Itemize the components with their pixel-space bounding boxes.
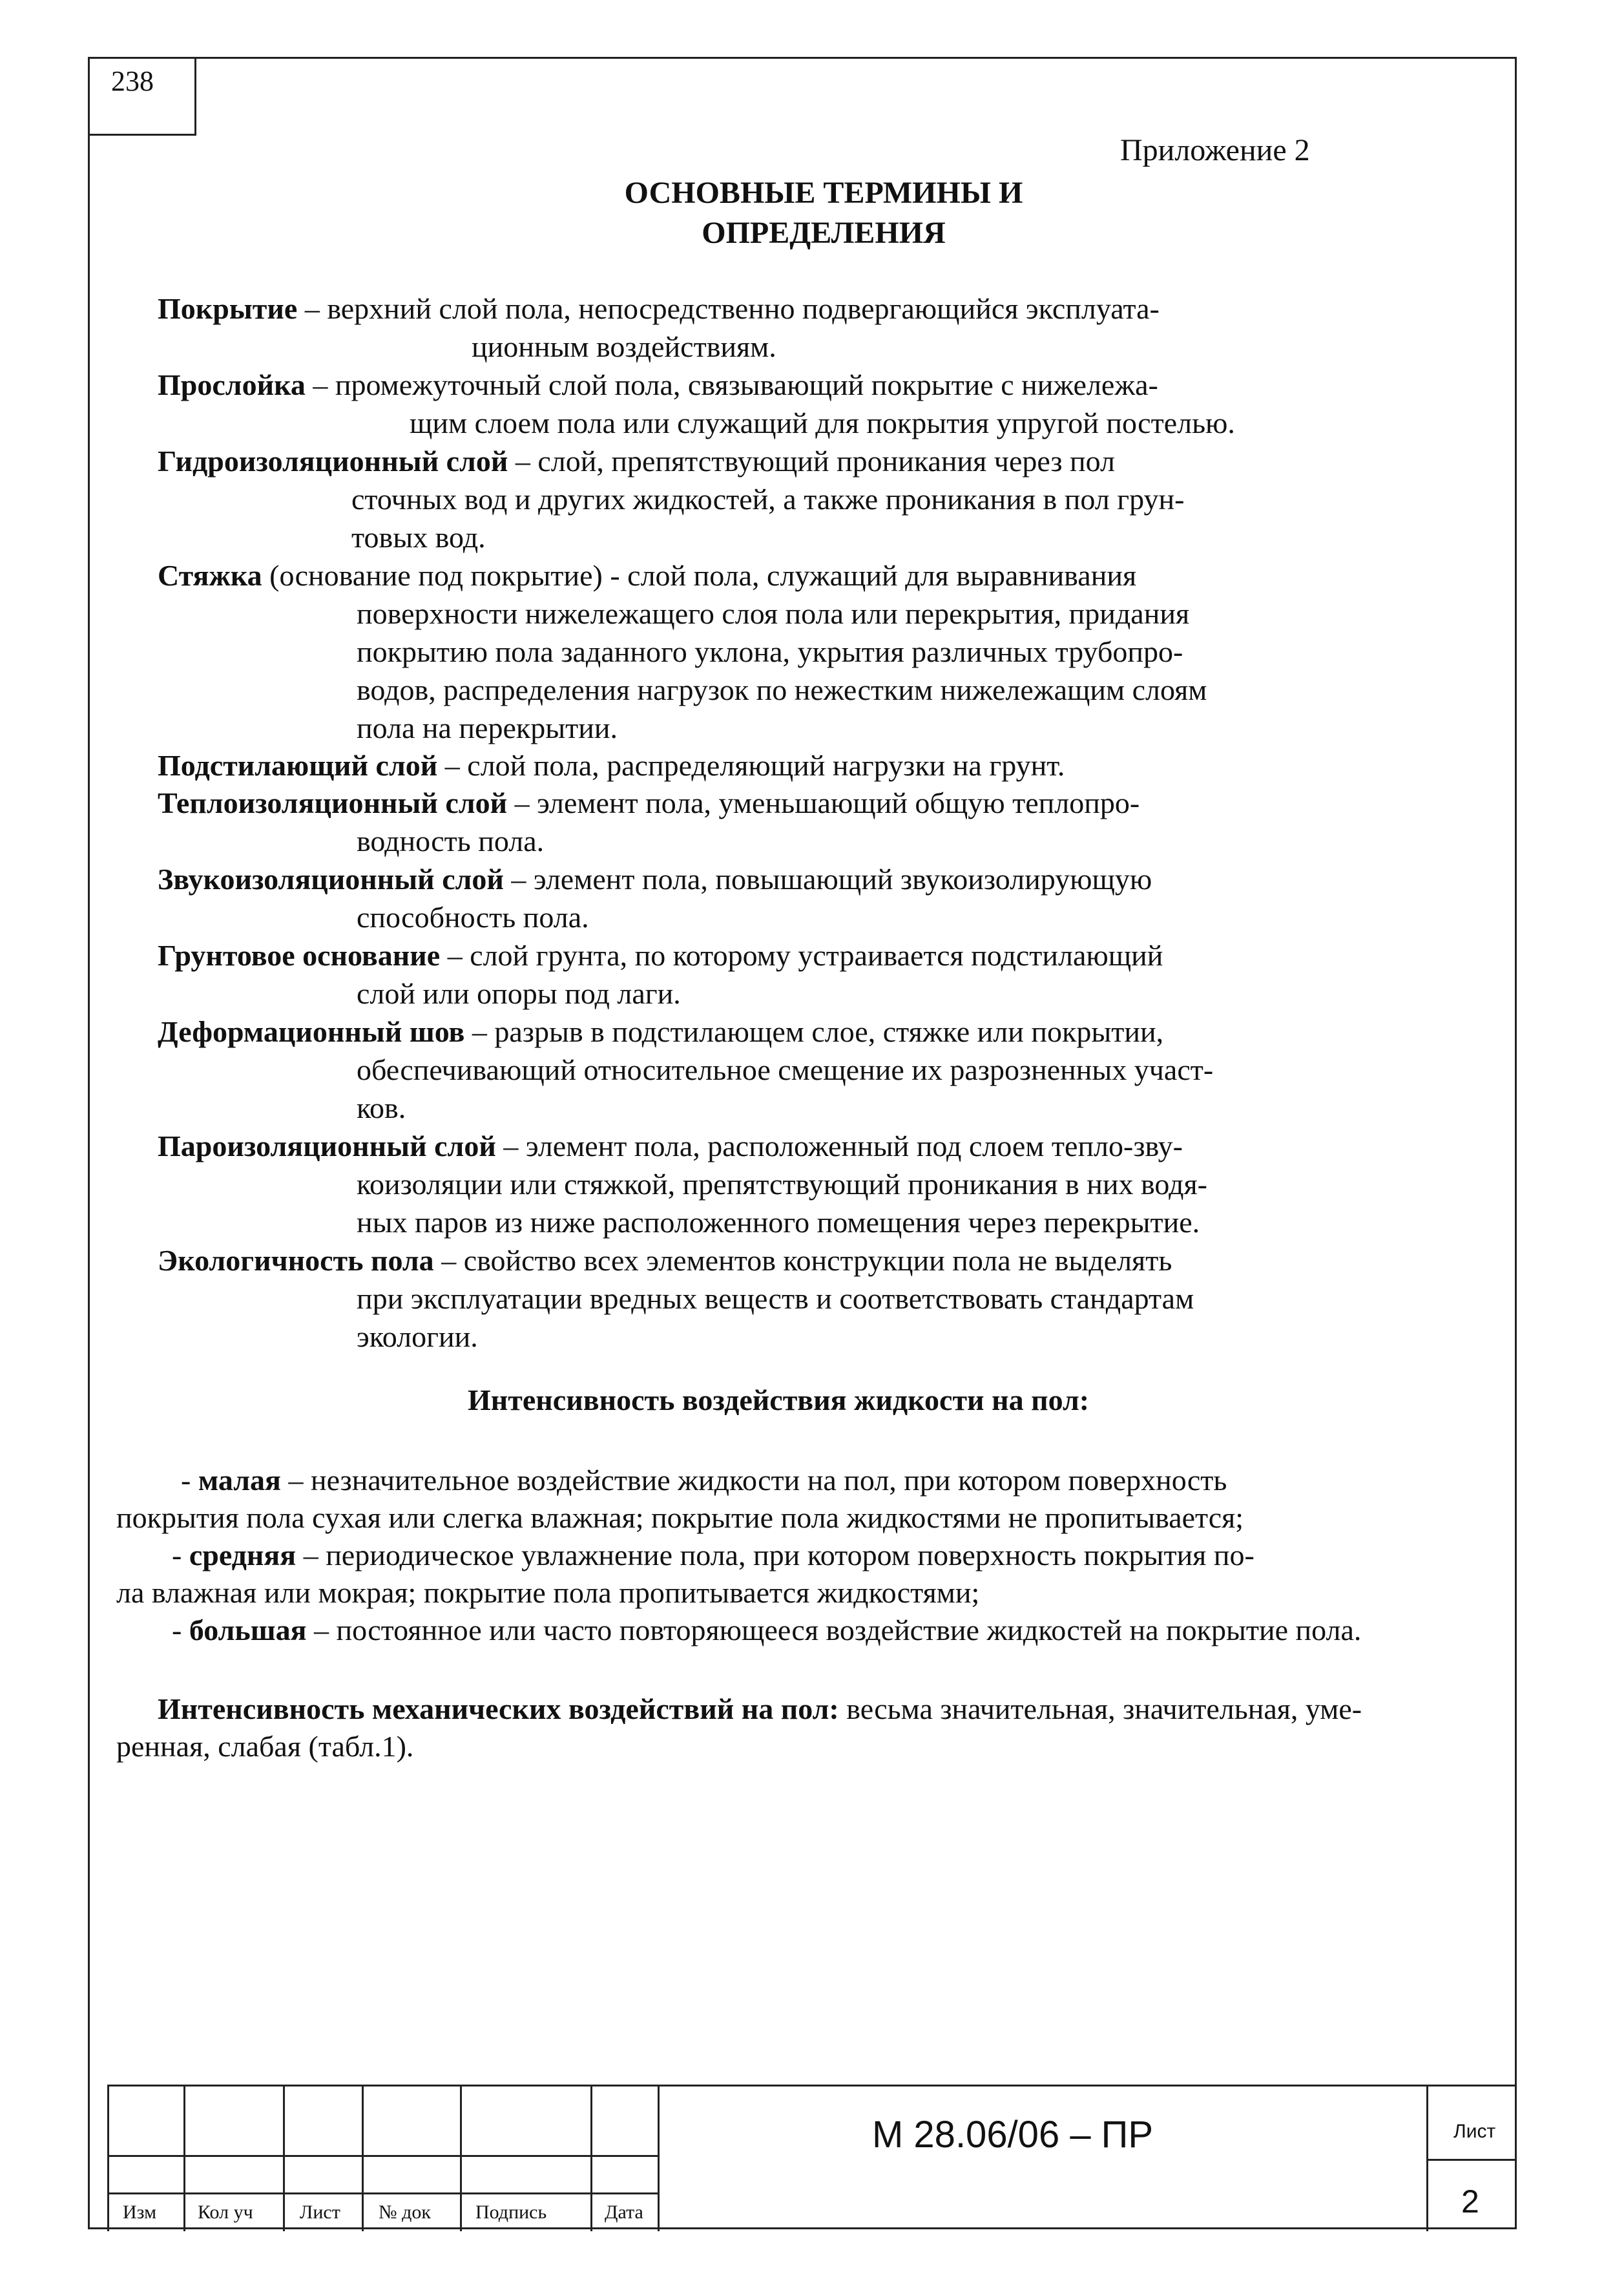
stamp-line — [658, 2087, 660, 2231]
definition-text: – элемент пола, повышающий звукоизолирующую — [503, 863, 1152, 896]
definition-paroizolyatsionny — [158, 1127, 1207, 1241]
definition-continuation: экологии. — [357, 1320, 478, 1353]
stamp-line — [1426, 2159, 1517, 2161]
definition-continuation: ных паров из ниже расположенного помещения через перекрытие. — [357, 1206, 1200, 1239]
liquid-low-paragraph: - малая – незначительное воздействие жидкости на пол, при котором поверхность покрытия пола сухая или слегка влажная; покрытие пола жидкостями не пропитывается; — [116, 1462, 1486, 1537]
stamp-line — [107, 2155, 658, 2157]
definition-gruntovoe — [158, 936, 1163, 1013]
definition-text: – верхний слой пола, непосредственно подвергающийся эксплуата- — [297, 292, 1160, 325]
mech-term: Интенсивность механических воздействий на пол: — [158, 1692, 839, 1725]
definition-continuation: щим слоем пола или служащий для покрытия упругой постелью. — [410, 406, 1235, 439]
liquid-low-text: – незначительное воздействие жидкости на пол, при котором поверхность — [280, 1464, 1227, 1497]
definition-continuation: водность пола. — [357, 825, 545, 857]
definition-continuation: коизоляции или стяжкой, препятствующий проникания в них водя- — [357, 1168, 1207, 1201]
title-line-1: ОСНОВНЫЕ ТЕРМИНЫ И — [624, 176, 1023, 210]
stamp-line — [107, 2192, 658, 2194]
sheet-number: 2 — [1461, 2183, 1479, 2220]
stamp-line — [460, 2087, 462, 2231]
definition-term: Грунтовое основание — [158, 939, 441, 972]
definition-continuation: товых вод. — [351, 521, 486, 554]
definition-continuation: сточных вод и других жидкостей, а также проникания в пол грун- — [351, 483, 1185, 516]
page-number: 238 — [111, 65, 154, 97]
stamp-col-podpis: Подпись — [475, 2202, 547, 2223]
definition-continuation: способность пола. — [357, 901, 589, 934]
liquid-low-term: малая — [198, 1464, 281, 1497]
definition-podstilayushchy — [158, 746, 1065, 784]
title-line-2: ОПРЕДЕЛЕНИЯ — [702, 216, 946, 250]
document-code: М 28.06/06 – ПР — [872, 2114, 1154, 2156]
definition-term: Стяжка — [158, 559, 262, 592]
definition-term: Пароизоляционный слой — [158, 1130, 496, 1162]
liquid-high-paragraph: - большая – постоянное или часто повторяющееся воздействие жидкостей на покрытие пола. — [172, 1614, 1362, 1646]
definition-prosloyka — [158, 366, 1235, 442]
stamp-line — [107, 2087, 109, 2231]
liquid-high-text: – постоянное или часто повторяющееся воздействие жидкостей на покрытие пола. — [306, 1614, 1362, 1646]
stamp-col-list: Лист — [300, 2202, 340, 2223]
definition-term: Экологичность пола — [158, 1244, 434, 1277]
stamp-line — [183, 2087, 185, 2231]
definition-continuation: ционным воздействиям. — [472, 330, 776, 363]
definition-continuation: пола на перекрытии. — [357, 711, 618, 744]
definition-term: Деформационный шов — [158, 1015, 465, 1048]
mech-text: весьма значительная, значительная, уме- — [838, 1692, 1362, 1725]
definition-styazhka — [158, 556, 1207, 747]
mech-continuation: ренная, слабая (табл.1). — [116, 1730, 414, 1763]
definition-text: – слой грунта, по которому устраивается подстилающий — [440, 939, 1163, 972]
definition-text: (основание под покрытие) - слой пола, служащий для выравнивания — [262, 559, 1137, 592]
definition-text: – слой, препятствующий проникания через пол — [508, 445, 1115, 478]
definition-teploizolyatsionny — [158, 784, 1140, 860]
appendix-label: Приложение 2 — [1120, 133, 1310, 167]
mech-paragraph — [116, 1690, 1505, 1765]
definition-text: – элемент пола, уменьшающий общую теплопро- — [507, 786, 1140, 819]
definition-continuation: при эксплуатации вредных веществ и соответствовать стандартам — [357, 1282, 1194, 1315]
definition-continuation: слой или опоры под лаги. — [357, 977, 681, 1010]
stamp-line — [283, 2087, 285, 2231]
definition-text: – слой пола, распределяющий нагрузки на грунт. — [437, 749, 1065, 782]
definition-term: Прослойка — [158, 368, 306, 401]
definition-text: – элемент пола, расположенный под слоем тепло-зву- — [495, 1130, 1183, 1162]
stamp-line — [362, 2087, 364, 2231]
liquid-mid-continuation: ла влажная или мокрая; покрытие пола пропитывается жидкостями; — [116, 1576, 980, 1609]
definition-zvukoizolyatsionny — [158, 860, 1152, 936]
definition-text: – промежуточный слой пола, связывающий покрытие с нижележа- — [305, 368, 1158, 401]
stamp-line — [590, 2087, 592, 2231]
definition-gidroizolyatsionny — [158, 442, 1184, 556]
definition-continuation: поверхности нижележащего слоя пола или перекрытия, придания — [357, 597, 1190, 630]
stamp-col-doc: № док — [379, 2202, 431, 2223]
definition-deformatsionny — [158, 1013, 1213, 1127]
stamp-col-kol-uch: Кол уч — [198, 2202, 253, 2223]
definition-term: Теплоизоляционный слой — [158, 786, 508, 819]
stamp-col-data: Дата — [605, 2202, 643, 2223]
liquid-low-continuation: покрытия пола сухая или слегка влажная; покрытие пола жидкостями не пропитывается; — [116, 1501, 1244, 1534]
definition-pokrytie — [158, 289, 1160, 366]
definition-continuation: покрытию пола заданного уклона, укрытия различных трубопро- — [357, 635, 1183, 668]
definition-continuation: обеспечивающий относительное смещение их разрозненных участ- — [357, 1053, 1214, 1086]
definition-text: – разрыв в подстилающем слое, стяжке или покрытии, — [464, 1015, 1164, 1048]
definition-ekologichnost — [158, 1241, 1194, 1356]
liquid-mid-paragraph: - средняя – периодическое увлажнение пола, при котором поверхность покрытия по- ла влажная или мокрая; покрытие пола пропитывается жидкостями; — [116, 1537, 1486, 1612]
definition-text: – свойство всех элементов конструкции пола не выделять — [433, 1244, 1172, 1277]
liquid-mid-term: средняя — [189, 1539, 297, 1571]
definition-term: Подстилающий слой — [158, 749, 438, 782]
stamp-col-izm: Изм — [123, 2202, 157, 2223]
title-block — [107, 2085, 1517, 2229]
liquid-high-term: большая — [189, 1614, 307, 1646]
definition-continuation: ков. — [357, 1091, 406, 1124]
liquid-heading: Интенсивность воздействия жидкости на пол: — [468, 1383, 1090, 1416]
definition-continuation: водов, распределения нагрузок по нежестким нижележащим слоям — [357, 673, 1207, 706]
definition-term: Гидроизоляционный слой — [158, 445, 508, 478]
liquid-mid-text: – периодическое увлажнение пола, при котором поверхность покрытия по- — [296, 1539, 1254, 1571]
sheet-label: Лист — [1453, 2121, 1496, 2142]
definition-term: Звукоизоляционный слой — [158, 863, 504, 896]
page-title — [388, 173, 1260, 253]
definition-term: Покрытие — [158, 292, 298, 325]
